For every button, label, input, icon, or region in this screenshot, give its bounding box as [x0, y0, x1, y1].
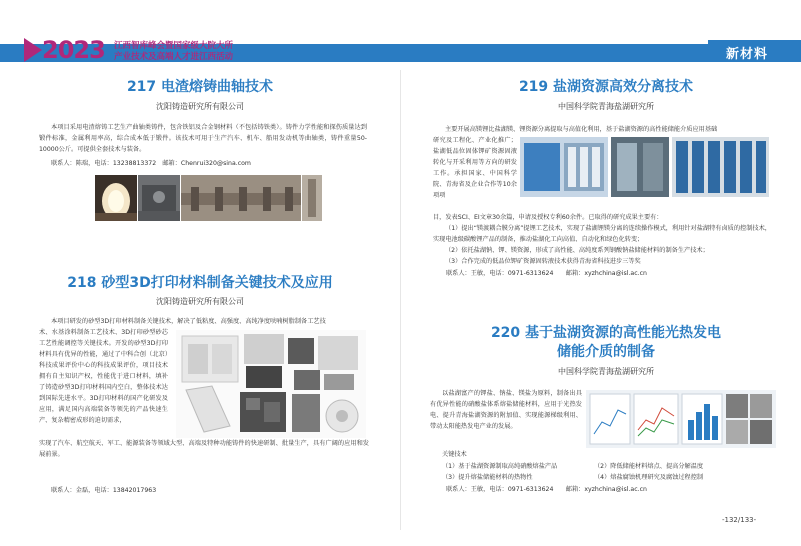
project-219-item-1: （1）提出“镁渡耦合膜分离”提锂工艺技术，实现了盐湖锂镁分离的连续操作模式，利用针对盐湖特有卤质的控制技术，实现电池级碳酸锂产品的制备，推动盐湖化工向高值、自动化和绿色化转变； — [433, 225, 771, 243]
project-217-org: 沈阳铸造研究所有限公司 — [156, 102, 244, 111]
project-220-tech-label: 关键技术 — [442, 451, 467, 458]
section-tab — [708, 40, 801, 62]
project-217-contact: 联系人：陈瑞，电话：13238813372 邮箱：Chenrui320@sina.com — [51, 160, 251, 167]
project-218-title: 218 砂型3D打印材料制备关键技术及应用 — [67, 275, 333, 291]
project-220-title-line1: 220 基于盐湖资源的高性能光热发电 — [490, 325, 722, 341]
project-218-photo-panel — [176, 330, 366, 438]
project-220-contact: 联系人：王敏，电话：0971-6313624 邮箱：xyzhchina@isl.ac.cn — [446, 486, 647, 493]
project-220-title-line2: 储能介质的制备 — [557, 344, 655, 360]
project-218-contact: 联系人：金磊，电话：13842017963 — [51, 487, 157, 494]
project-220-body: 以盐湖富产的钾盐、钠盐、镁盐为原料，制备出具有优异性能的硝酸盐体系熔盐储能材料，应用于光热发电、提升青海盐湖资源的附加值、实现能源梯级利用、带动太阳能热发电产业的发展。 — [430, 390, 582, 430]
logo-triangle-icon — [24, 38, 42, 62]
project-219-item-2: （2）依托盐湖钠、钾、镁资源，形成了高性能、高纯度系列钢酸钠盐储能材料的制备生产技术； — [445, 247, 709, 254]
project-217-photo-furnace — [95, 175, 137, 221]
project-220-tech-item-4: （4）熔盐腐蚀机理研究及腐蚀过程控制 — [594, 474, 704, 481]
project-220-tech-item-1: （1）基于盐湖资源制取高纯硝酸熔盐产品 — [442, 463, 558, 470]
column-divider — [400, 70, 401, 530]
project-220-tech-item-3: （3）提升熔盐储能材料的热物性 — [442, 474, 533, 481]
event-title-line2: 产业技术及高端人才进江西活动 — [114, 52, 234, 62]
event-title-line1: 江西智库峰会暨国家级大院大所 — [114, 41, 234, 51]
page-number: -132/133- — [722, 516, 757, 524]
project-219-contact: 联系人：王敏，电话：0971-6313624 邮箱：xyzhchina@isl.ac.cn — [446, 270, 647, 277]
project-217-title: 217 电渣熔铸曲轴技术 — [126, 79, 274, 95]
project-220-org: 中国科学院青海盐湖研究所 — [558, 367, 654, 376]
project-219-photo-plant — [672, 137, 769, 197]
project-219-org: 中国科学院青海盐湖研究所 — [558, 102, 654, 111]
project-219-photo-lab — [520, 137, 608, 197]
project-219-body-narrow: 研究及工程化、产业化推广；盐湖低品位固体钾矿资源固液转化与开采利用等方向的研发工作。承担国家、中国科学院、青海省及企业合作等10余项项 — [433, 137, 517, 199]
project-218-body-wide: 本项目研发的砂型3D打印材料制备关键技术，解决了低粘度、高强度、高纯净度呋喃树脂制备工艺技 — [51, 318, 326, 325]
section-label: 新材料 — [726, 47, 769, 62]
project-218-org: 沈阳铸造研究所有限公司 — [156, 297, 244, 306]
project-217-photo-workshop — [138, 175, 180, 221]
project-220-figure-panel — [586, 390, 776, 448]
logo-year: 2023 — [42, 36, 105, 64]
project-217-photo-crankshaft — [181, 175, 301, 221]
project-219-body-tail: 目，发表SCI、EI文章30余篇，申请及授权专利60余件。已取得的研究成果主要有： — [433, 214, 663, 221]
project-219-title: 219 盐湖资源高效分离技术 — [518, 79, 694, 95]
project-220-tech-item-2: （2）降低储能材料熔点、提高分解温度 — [594, 463, 704, 470]
project-218-body-tail: 实现了汽车、航空航天、军工、能源装备等领域大型、高端及特种功能铸件的快速研制、批量生产，具有广阔的应用和发展前景。 — [39, 440, 369, 458]
project-218-body-narrow: 术、水基涂料制备工艺技术、3D打印砂型砂芯工艺性能调控等关键技术。开发的砂型3D打印材料具有优异的性能，通过了中科合创（北京）科技成果评价中心的科技成果评价，项目技术拥有自主知识产权，性能优于进口材料，填补了铸造砂型3D打印材料国内空白，整体技术达到国际先进水平。3D打印材料的国产化研发及应用，满足国内高端装备等领先的产品快速生产、复杂精密成形的迫切需求， — [39, 329, 168, 424]
project-219-item-3: （3）合作完成的低品位钾矿资源固转液技术获得青海省科技进步三等奖 — [445, 258, 641, 265]
project-217-photo-casting — [302, 175, 322, 221]
project-219-body-wide: 主要开展高镁锂比盐湖镁、锂资源分离提取与高值化利用，基于盐湖资源的高性能储能介质应用基础 — [445, 126, 718, 133]
project-219-photo-equipment — [611, 137, 669, 197]
project-217-body: 本项目采用电渣熔铸工艺生产曲轴类铸件，包含铁铝及合金钢材料（不包括铸铁类）。铸件力学性能和探伤质量达到锻件标准，金属利用率高，综合成本低于锻件。该技术可用于生产汽车、机车、船用发动机等曲轴类，铸件重量50-10000公斤。可提供全套技术与装备。 — [39, 124, 367, 153]
